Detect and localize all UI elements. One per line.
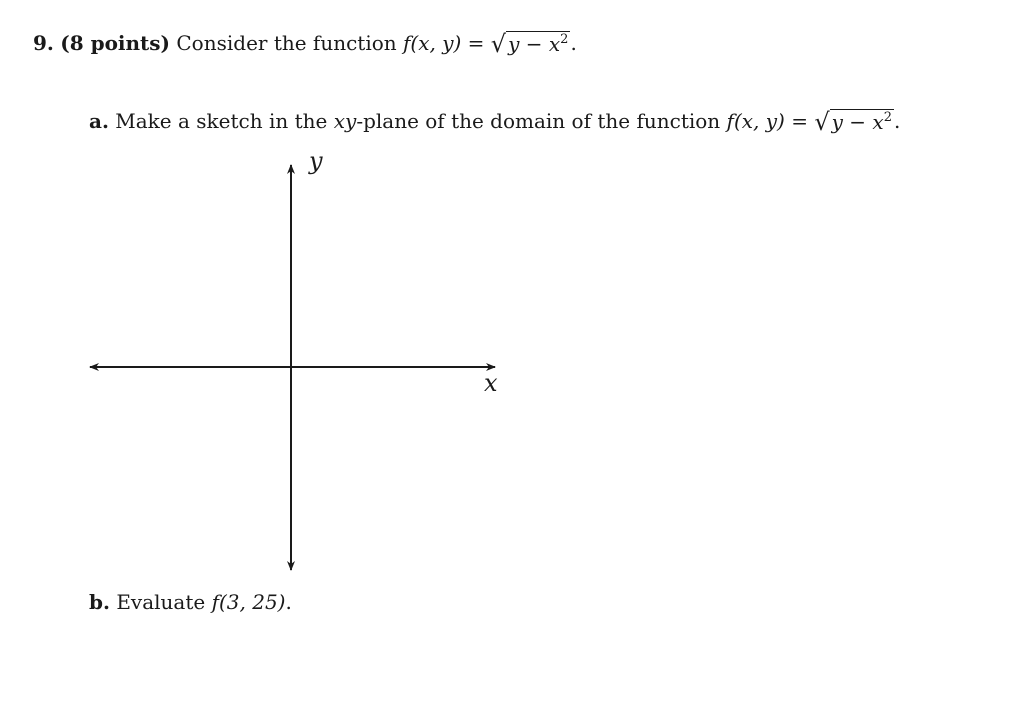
part-a-plane-var: xy [333, 109, 357, 133]
part-b-end-punct: . [285, 590, 292, 614]
y-axis-label: y [309, 147, 323, 175]
question-function-lhs: f(x, y) = [403, 31, 485, 55]
part-a-end-punct: . [893, 109, 901, 133]
sqrt-sign-icon: √ [814, 108, 830, 136]
x-axis-label: x [484, 369, 498, 397]
question-exponent: 2 [560, 32, 569, 47]
question-intro: Consider the function [176, 31, 397, 55]
part-a-function-lhs: f(x, y) = [726, 109, 808, 133]
question-radicand: $y - x^2$ [508, 32, 569, 56]
part-a-radicand: $y - x^2$ [831, 110, 892, 134]
question-end-punct: . [570, 31, 577, 55]
part-b-label: b. [89, 590, 110, 614]
question-points: (8 points) [60, 31, 171, 55]
part-b-expression: f(3, 25) [211, 590, 286, 614]
part-b-prompt [89, 592, 292, 612]
part-a-text-before: Make a sketch in the [115, 109, 328, 133]
part-b-text: Evaluate [116, 590, 206, 614]
part-a-label: a. [89, 109, 109, 133]
sqrt-sign-icon: √ [490, 30, 507, 58]
question-number: 9. [33, 31, 54, 55]
part-a-exponent: 2 [883, 110, 892, 125]
part-a-text-after: -plane of the domain of the function [356, 109, 721, 133]
